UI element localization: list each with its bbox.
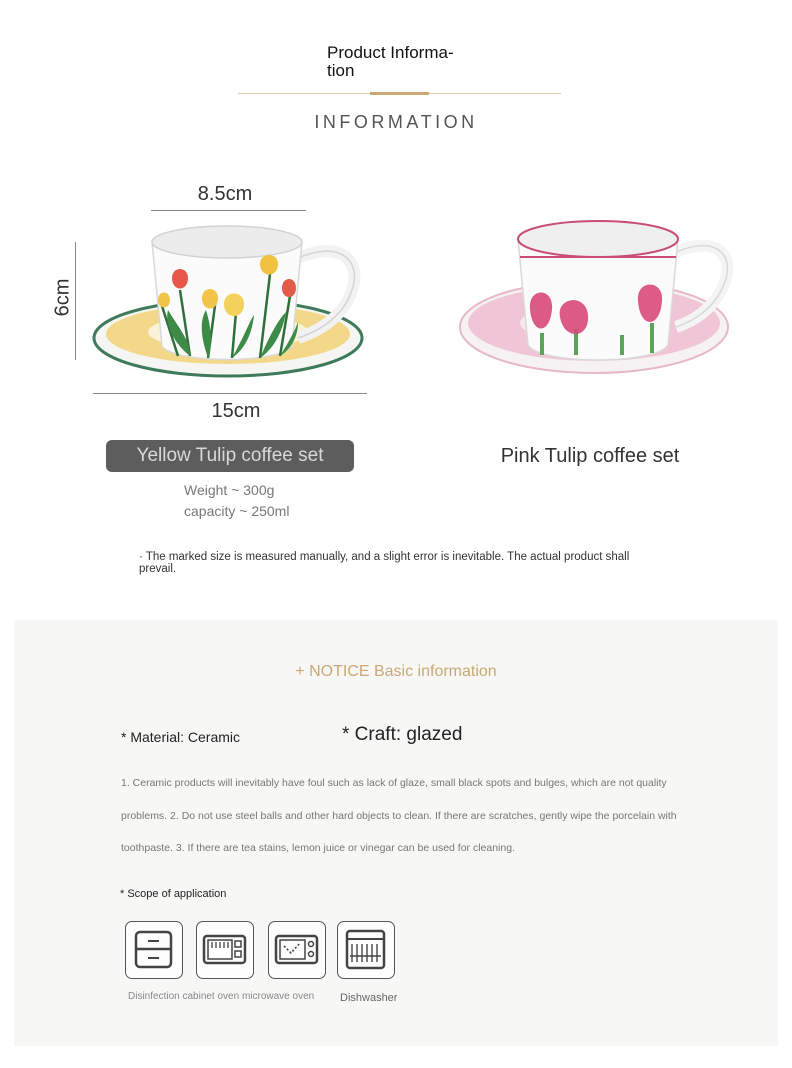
title-divider-accent bbox=[370, 92, 429, 95]
microwave-icon bbox=[268, 921, 326, 979]
dishwasher-icon bbox=[337, 921, 395, 979]
saucer-dimension-label: 15cm bbox=[211, 400, 261, 422]
craft-spec: * Craft: glazed bbox=[342, 724, 463, 745]
pink-tulip-label: Pink Tulip coffee set bbox=[500, 445, 680, 467]
width-dimension-label: 8.5cm bbox=[197, 183, 253, 205]
care-note-line: 1. Ceramic products will inevitably have foul such as lack of glaze, small black spots and bulges, which are not quality bbox=[121, 777, 667, 789]
pink-tulip-cup-image bbox=[450, 205, 750, 390]
weight-spec: Weight ~ 300g bbox=[184, 482, 275, 498]
scope-label: * Scope of application bbox=[120, 888, 227, 900]
section-subtitle: INFORMATION bbox=[314, 112, 478, 132]
yellow-tulip-cup-image bbox=[40, 170, 400, 430]
size-disclaimer: · The marked size is measured manually, and a slight error is inevitable. The actual product shall prevail. bbox=[139, 551, 630, 575]
scope-caption: Disinfection cabinet oven microwave oven bbox=[128, 991, 315, 1002]
disinfection-cabinet-icon bbox=[125, 921, 183, 979]
saucer-dimension-line bbox=[93, 393, 367, 394]
care-note-line: problems. 2. Do not use steel balls and other hard objects to clean. If there are scratches, gently wipe the porcelain with bbox=[121, 810, 677, 822]
width-dimension-line bbox=[151, 210, 306, 211]
height-dimension-line bbox=[75, 242, 76, 360]
dishwasher-caption: Dishwasher bbox=[340, 992, 398, 1004]
material-spec: * Material: Ceramic bbox=[121, 729, 241, 745]
capacity-spec: capacity ~ 250ml bbox=[184, 503, 290, 519]
height-dimension-label: 6cm bbox=[51, 278, 74, 317]
oven-icon bbox=[196, 921, 254, 979]
notice-heading: + NOTICE Basic information bbox=[295, 663, 497, 680]
yellow-tulip-label: Yellow Tulip coffee set bbox=[136, 445, 324, 466]
notice-panel bbox=[14, 620, 778, 1046]
page-title: Product Informa-tion bbox=[327, 43, 454, 80]
care-note-line: toothpaste. 3. If there are tea stains, lemon juice or vinegar can be used for cleaning. bbox=[121, 842, 515, 854]
